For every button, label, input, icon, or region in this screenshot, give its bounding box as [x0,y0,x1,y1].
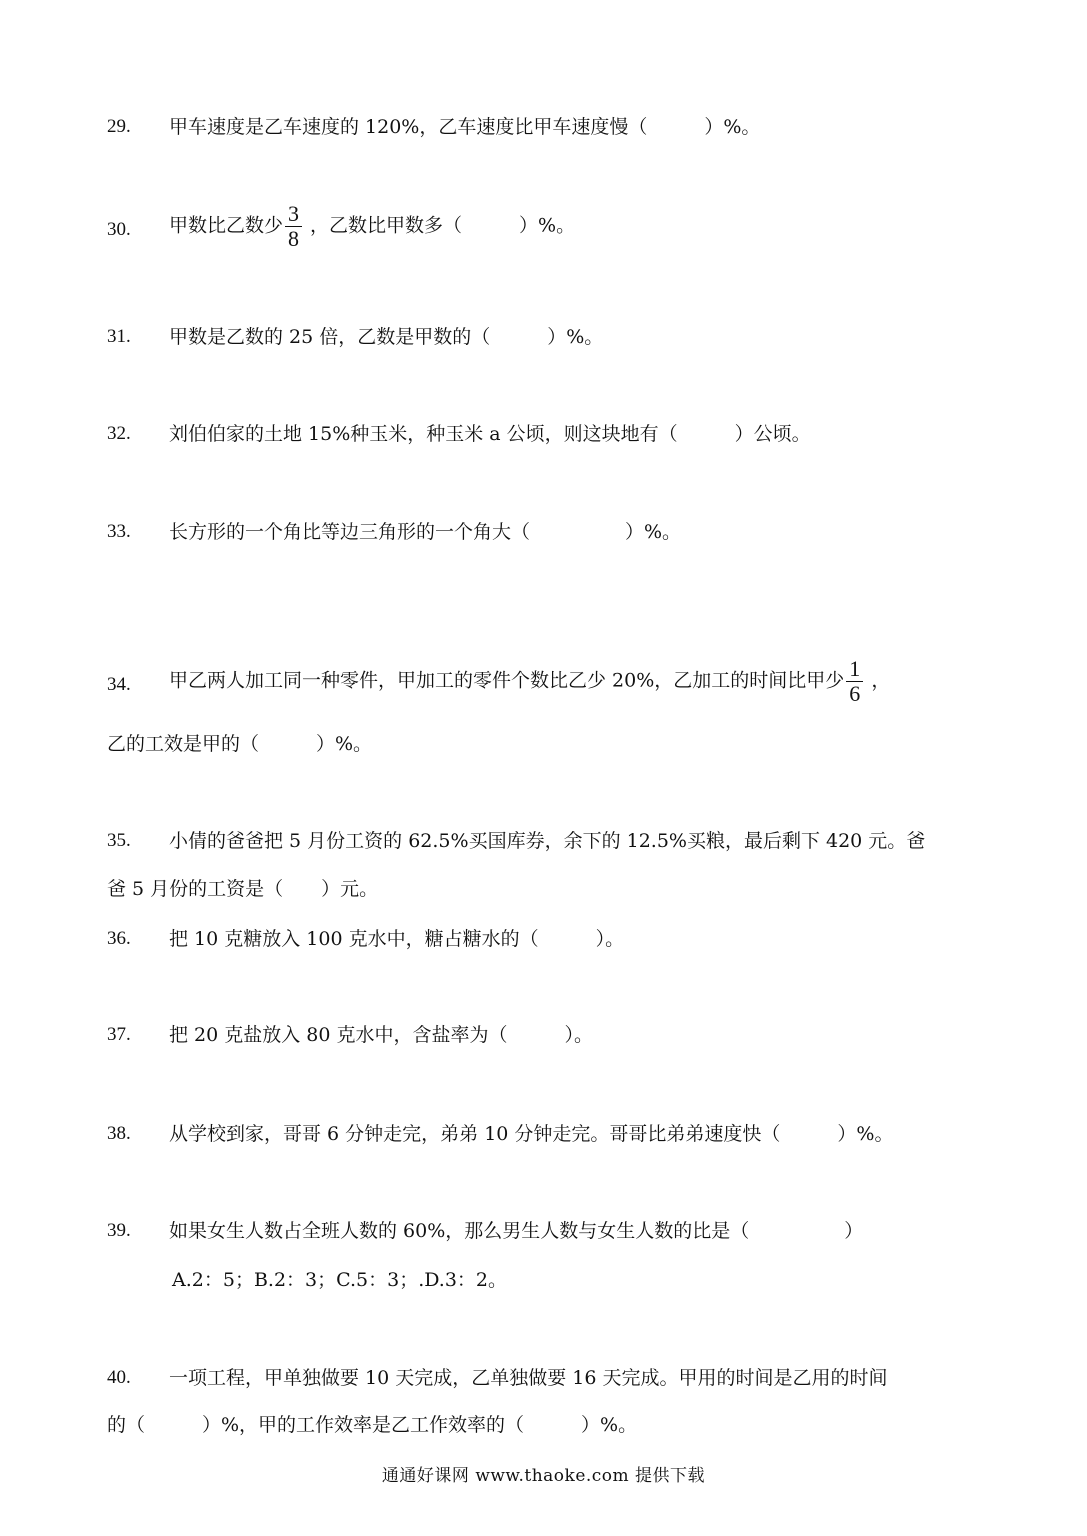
question-number: 30. [107,219,131,240]
question-text: 如果女生人数占全班人数的 60%，那么男生人数与女生人数的比是（ ） [169,1220,864,1242]
question-number: 34. [107,674,131,695]
question-35-continuation: 爸 5 月份的工资是（ ）元。 [107,878,379,900]
question-text [169,657,890,706]
question-text: 小倩的爸爸把 5 月份工资的 62.5%买国库券，余下的 12.5%买粮，最后剩下 420 元。爸 [169,830,926,852]
question-40-continuation: 的（ ）%，甲的工作效率是乙工作效率的（ ）%。 [107,1414,638,1436]
question-39-options: A.2：5；B.2：3；C.5：3；.D.3：2。 [172,1269,508,1291]
fraction-numerator: 1 [849,656,861,681]
question-number: 35. [107,830,131,851]
question-text [169,202,575,251]
question-34-continuation: 乙的工效是甲的（ ）%。 [107,733,373,755]
question-text: 一项工程，甲单独做要 10 天完成，乙单独做要 16 天完成。甲用的时间是乙用的时间 [169,1367,888,1389]
question-text: 长方形的一个角比等边三角形的一个角大（ ）%。 [169,521,682,543]
question-number: 36. [107,928,131,949]
question-text-before: 甲数比乙数少 [169,214,284,237]
question-text-after: ， [865,669,891,692]
question-number: 40. [107,1367,131,1388]
question-text-after: ，乙数比甲数多（ ）%。 [304,214,576,237]
question-text: 刘伯伯家的土地 15%种玉米，种玉米 a 公顷，则这块地有（ ）公顷。 [169,423,811,445]
question-number: 39. [107,1220,131,1241]
question-text: 甲数是乙数的 25 倍，乙数是甲数的（ ）%。 [169,326,604,348]
question-number: 31. [107,326,131,347]
fraction-denominator: 8 [285,226,302,251]
question-number: 33. [107,521,131,542]
question-number: 37. [107,1024,131,1045]
question-text: 甲车速度是乙车速度的 120%，乙车速度比甲车速度慢（ ）%。 [169,116,761,138]
fraction [846,657,863,706]
question-text-before: 甲乙两人加工同一种零件，甲加工的零件个数比乙少 20%，乙加工的时间比甲少 [169,669,845,692]
question-text: 从学校到家，哥哥 6 分钟走完，弟弟 10 分钟走完。哥哥比弟弟速度快（ ）%。 [169,1123,894,1145]
fraction-numerator: 3 [288,201,300,226]
question-number: 38. [107,1123,131,1144]
question-number: 29. [107,116,131,137]
fraction [285,202,302,251]
page-footer: 通通好课网 www.thaoke.com 提供下载 [381,1466,706,1486]
question-text: 把 20 克盐放入 80 克水中，含盐率为（ ）。 [169,1024,594,1046]
fraction-denominator: 6 [846,681,863,706]
question-number: 32. [107,423,131,444]
question-text: 把 10 克糖放入 100 克水中，糖占糖水的（ ）。 [169,928,625,950]
